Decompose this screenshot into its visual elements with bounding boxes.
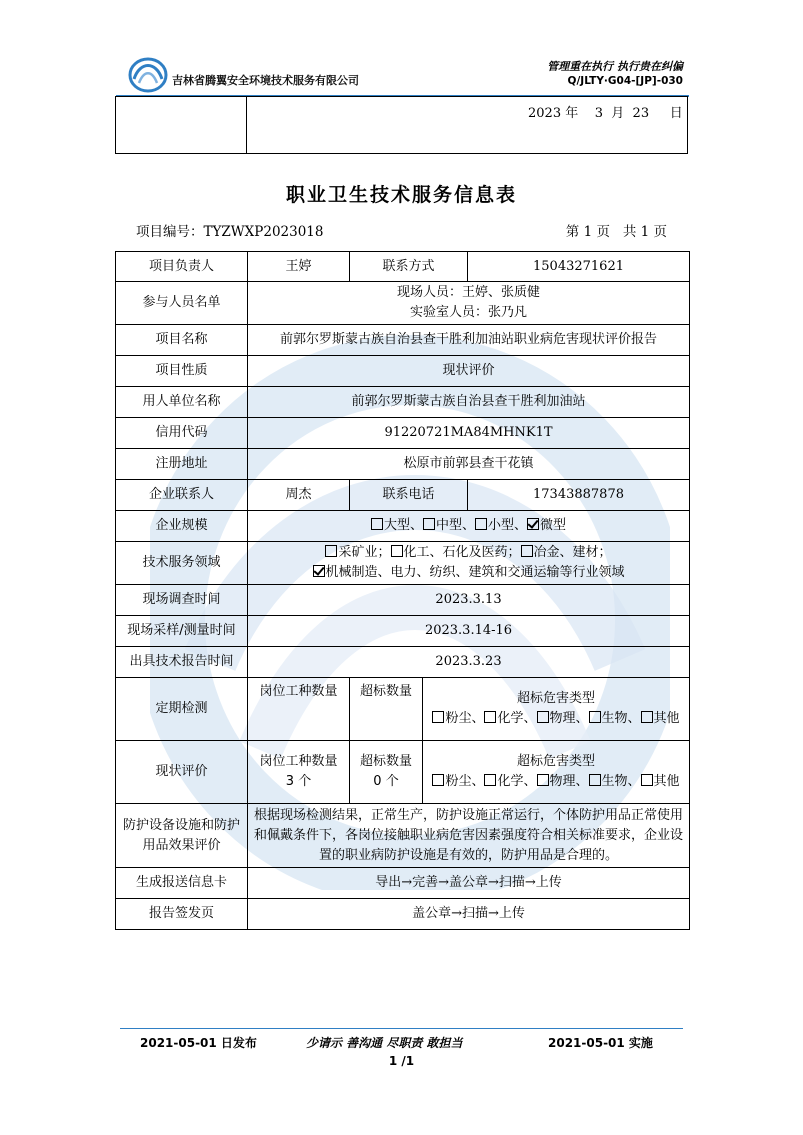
checkbox-icon[interactable]: [589, 774, 601, 786]
periodic-hazard-cell: [423, 678, 690, 741]
protection-value: 根据现场检测结果，正常生产，防护设施正常运行，个体防护用品正常使用和佩戴条件下，各岗位接触职业病危害因素强度符合相关标准要求，企业设置的职业病防护设施是有效的，防护用品是合理的。: [248, 804, 690, 868]
sampling-time-value: 2023.3.14-16: [248, 616, 690, 647]
table-row: [116, 418, 690, 449]
scale-option-label: 大型、: [383, 518, 423, 533]
hazard-option-label: 化学、: [497, 774, 537, 789]
checkbox-icon[interactable]: [432, 774, 444, 786]
periodic-posts-label: 岗位工种数量: [248, 678, 350, 741]
contact-value: 15043271621: [468, 252, 690, 282]
checkbox-icon[interactable]: [313, 565, 325, 577]
project-nature-label: 项目性质: [116, 356, 248, 387]
hazard-option-label: 化学、: [497, 711, 537, 726]
leader-label: 项目负责人: [116, 252, 248, 282]
sampling-time-label: 现场采样/测量时间: [116, 616, 248, 647]
field-options-line-1: [252, 543, 685, 563]
approval-box-divider: [246, 97, 247, 153]
company-name: 吉林省腾翼安全环境技术服务有限公司: [172, 74, 359, 87]
checkbox-icon[interactable]: [484, 711, 496, 723]
project-name-label: 项目名称: [116, 325, 248, 356]
table-row: [116, 252, 690, 282]
status-exceed-value: 0 个: [373, 774, 399, 789]
address-value: 松原市前郭县查干花镇: [248, 449, 690, 480]
table-row: [116, 449, 690, 480]
hazard-option-label: 生物、: [601, 711, 641, 726]
scale-option-label: 中型、: [435, 518, 475, 533]
footer-issue-date: 2021-05-01 日发布: [140, 1036, 257, 1050]
hazard-option-label: 物理、: [549, 774, 589, 789]
participants-value: [248, 282, 690, 325]
field-options: [248, 542, 690, 585]
survey-time-value: 2023.3.13: [248, 585, 690, 616]
hazard-option-label: 粉尘、: [445, 774, 485, 789]
hazard-option-label: 物理、: [549, 711, 589, 726]
document-code: Q/JLTY·G04-[JP]-030: [567, 75, 683, 87]
field-option-label: 机械制造、电力、纺织、建筑和交通运输等行业领域: [325, 565, 625, 580]
employer-label: 用人单位名称: [116, 387, 248, 418]
table-row: [116, 741, 690, 804]
table-row: [116, 480, 690, 511]
leader-value: 王婷: [248, 252, 350, 282]
field-option-label: 采矿业；: [338, 545, 391, 560]
checkbox-icon[interactable]: [432, 711, 444, 723]
table-row: [116, 356, 690, 387]
field-option-label: 化工、石化及医药；: [403, 545, 521, 560]
scale-option[interactable]: [371, 518, 423, 533]
info-table: [115, 251, 690, 930]
field-label: 技术服务领域: [116, 542, 248, 585]
footer-effective-date: 2021-05-01 实施: [548, 1036, 653, 1050]
sign-flow: 盖公章→扫描→上传: [248, 899, 690, 930]
scale-option-label: 微型: [540, 518, 567, 533]
hazard-options: [427, 709, 685, 729]
checkbox-icon[interactable]: [527, 518, 539, 530]
credit-code-label: 信用代码: [116, 418, 248, 449]
checkbox-icon[interactable]: [325, 545, 337, 557]
protection-label: 防护设备设施和防护用品效果评价: [116, 804, 248, 868]
field-option-label: 冶金、建材；: [533, 545, 612, 560]
checkbox-icon[interactable]: [484, 774, 496, 786]
hazard-options: [427, 772, 685, 792]
card-flow: 导出→完善→盖公章→扫描→上传: [248, 868, 690, 899]
header-motto: 管理重在执行 执行贵在纠偏: [547, 60, 683, 73]
scale-option[interactable]: [475, 518, 527, 533]
corp-contact-label: 企业联系人: [116, 480, 248, 511]
report-time-value: 2023.3.23: [248, 647, 690, 678]
table-row: [116, 804, 690, 868]
hazard-option-label: 生物、: [601, 774, 641, 789]
field-options-line-2: [252, 563, 685, 583]
checkbox-icon[interactable]: [371, 518, 383, 530]
status-posts-value: 3 个: [285, 774, 312, 789]
checkbox-icon[interactable]: [641, 711, 653, 723]
corp-phone-value: 17343887878: [468, 480, 690, 511]
sign-label: 报告签发页: [116, 899, 248, 930]
checkbox-icon[interactable]: [589, 711, 601, 723]
periodic-exceed-label: 超标数量: [350, 678, 423, 741]
checkbox-icon[interactable]: [537, 774, 549, 786]
table-row: [116, 585, 690, 616]
report-time-label: 出具技术报告时间: [116, 647, 248, 678]
status-label: 现状评价: [116, 741, 248, 804]
project-name-value: 前郭尔罗斯蒙古族自治县查干胜利加油站职业病危害现状评价报告: [248, 325, 690, 356]
participants-line-2: 实验室人员：张乃凡: [410, 305, 528, 320]
table-row: [116, 678, 690, 741]
employer-value: 前郭尔罗斯蒙古族自治县查干胜利加油站: [248, 387, 690, 418]
contact-label: 联系方式: [350, 252, 468, 282]
address-label: 注册地址: [116, 449, 248, 480]
project-number: 项目编号：TYZWXP2023018: [136, 224, 324, 240]
table-row: [116, 868, 690, 899]
footer-page-number: 1 /1: [388, 1054, 415, 1068]
status-exceed-cell: [350, 741, 423, 804]
checkbox-icon[interactable]: [521, 545, 533, 557]
checkbox-icon[interactable]: [391, 545, 403, 557]
page-title: 职业卫生技术服务信息表: [285, 184, 517, 206]
company-logo-icon: [128, 55, 168, 93]
table-row: [116, 511, 690, 542]
footer-slogan: 少请示 善沟通 尽职责 敢担当: [306, 1036, 463, 1050]
status-hazard-cell: [423, 741, 690, 804]
document-date: 2023 年 3 月 23 日: [528, 106, 683, 121]
checkbox-icon[interactable]: [537, 711, 549, 723]
table-row: [116, 387, 690, 418]
scale-options: [248, 511, 690, 542]
status-posts-label: 岗位工种数量: [259, 754, 338, 769]
footer-divider: [120, 1028, 683, 1029]
checkbox-icon[interactable]: [475, 518, 487, 530]
corp-phone-label: 联系电话: [350, 480, 468, 511]
table-row: [116, 899, 690, 930]
survey-time-label: 现场调查时间: [116, 585, 248, 616]
checkbox-icon[interactable]: [423, 518, 435, 530]
scale-option-label: 小型、: [488, 518, 528, 533]
table-row: [116, 616, 690, 647]
scale-option[interactable]: [527, 518, 566, 533]
status-exceed-label: 超标数量: [359, 754, 412, 769]
scale-option[interactable]: [423, 518, 475, 533]
hazard-option-label: 粉尘、: [445, 711, 485, 726]
hazard-type-label: 超标危害类型: [517, 691, 596, 706]
hazard-option-label: 其他: [653, 711, 680, 726]
project-nature-value: 现状评价: [248, 356, 690, 387]
table-row: [116, 282, 690, 325]
participants-label: 参与人员名单: [116, 282, 248, 325]
participants-line-1: 现场人员：王婷、张质健: [397, 285, 541, 300]
table-row: [116, 325, 690, 356]
status-posts-cell: [248, 741, 350, 804]
corp-contact-value: 周杰: [248, 480, 350, 511]
table-row: [116, 647, 690, 678]
page-info: 第 1 页 共 1 页: [565, 224, 667, 240]
hazard-option-label: 其他: [653, 774, 680, 789]
scale-label: 企业规模: [116, 511, 248, 542]
card-label: 生成报送信息卡: [116, 868, 248, 899]
hazard-type-label: 超标危害类型: [517, 754, 596, 769]
checkbox-icon[interactable]: [641, 774, 653, 786]
periodic-label: 定期检测: [116, 678, 248, 741]
credit-code-value: 91220721MA84MHNK1T: [248, 418, 690, 449]
table-row: [116, 542, 690, 585]
